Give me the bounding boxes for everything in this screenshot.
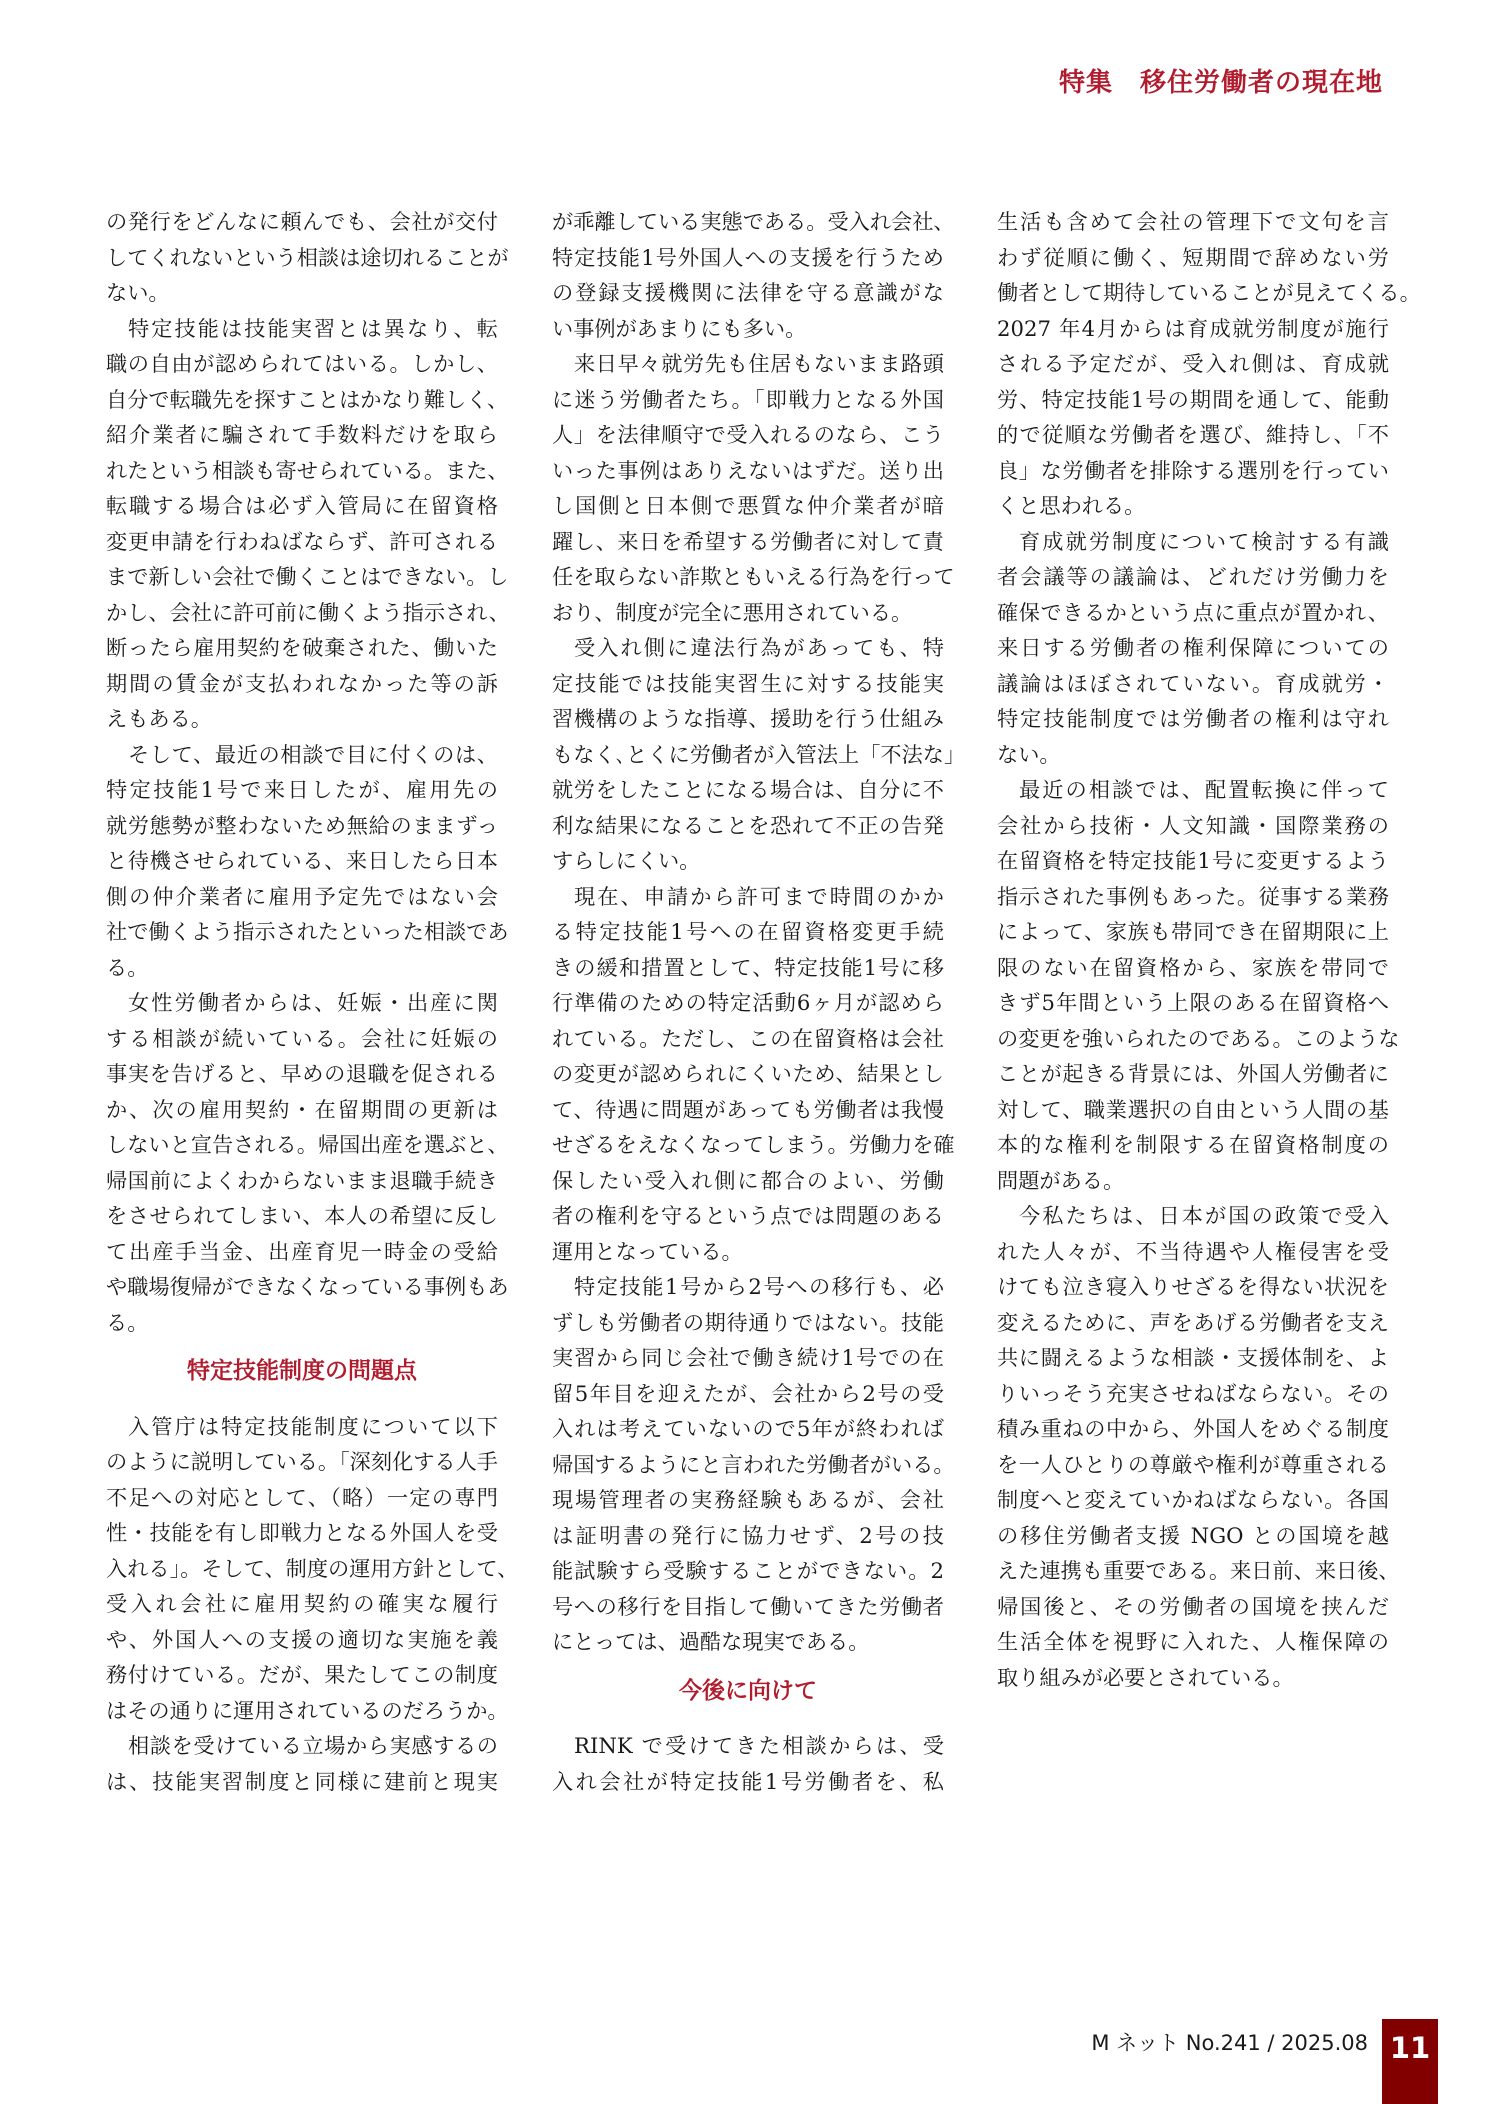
- text-line: をさせられてしまい、本人の希望に反し: [106, 1203, 498, 1228]
- text-line: ない。: [997, 741, 1061, 767]
- text-line: わず従順に働く、短期間で辞めない労: [997, 244, 1389, 270]
- text-line: 働者として期待していることが見えてくる。: [997, 280, 1421, 305]
- text-line: の変更を強いられたのである。このような: [997, 1025, 1400, 1051]
- text-line: 積み重ねの中から、外国人をめぐる制度: [997, 1416, 1389, 1441]
- text-line: 者の権利を守るという点では問題のある: [552, 1203, 944, 1228]
- text-line: 不足への対応として、（略）一定の専門: [106, 1484, 498, 1510]
- text-line: 社で働くよう指示されたといった相談であ: [106, 919, 509, 944]
- text-line: 人」を法律順守で受入れるのなら、こう: [552, 422, 944, 447]
- text-line: 側の仲介業者に雇用予定先ではない会: [106, 883, 498, 909]
- text-line: 自分で転職先を探すことはかなり難しく、: [106, 386, 509, 412]
- text-line: 2027 年4月からは育成就労制度が施行: [997, 315, 1389, 341]
- text-line: 運用となっている。: [552, 1238, 743, 1264]
- text-line: 入れは考えていないので5年が終われば: [552, 1416, 944, 1441]
- text-line: れた人々が、不当待遇や人権侵害を受: [997, 1238, 1389, 1264]
- text-line: 来日早々就労先も住居もないまま路頭: [574, 351, 944, 376]
- text-line: 習機構のような指導、援助を行う仕組み: [552, 706, 944, 731]
- text-line: 共に闘えるような相談・支援体制を、よ: [997, 1345, 1389, 1370]
- page-number: 11: [1382, 2019, 1438, 2104]
- text-line: 任を取らない詐欺ともいえる行為を行って: [552, 564, 955, 589]
- text-line: 就労をしたことになる場合は、自分に不: [552, 777, 944, 802]
- paragraph: [106, 1728, 498, 1799]
- text-line: 能試験すら受験することができない。2: [552, 1558, 944, 1583]
- text-line: れている。ただし、この在留資格は会社: [552, 1025, 944, 1051]
- text-line: ことが起きる背景には、外国人労働者に: [997, 1061, 1389, 1086]
- paragraph: [106, 311, 510, 737]
- text-line: 保したい受入れ側に都合のよい、労働: [552, 1167, 944, 1193]
- text-line: 特定技能1号外国人への支援を行うため: [552, 244, 944, 270]
- text-line: 最近の相談では、配置転換に伴って: [1019, 777, 1389, 802]
- text-line: 生活も含めて会社の管理下で文句を言: [997, 209, 1389, 234]
- text-line: しないと宣告される。帰国出産を選ぶと、: [106, 1132, 509, 1157]
- text-line: 来日する労働者の権利保障についての: [997, 635, 1389, 660]
- text-line: と待機させられている、来日したら日本: [106, 848, 498, 873]
- text-line: 定技能では技能実習生に対する技能実: [552, 670, 944, 696]
- paragraph: [552, 1269, 955, 1660]
- text-line: 制度へと変えていかねばならない。各国: [997, 1487, 1389, 1512]
- paragraph: [552, 1728, 944, 1799]
- text-line: 入れ会社が特定技能1号労働者を、私: [552, 1768, 944, 1794]
- text-line: 変えるために、声をあげる労働者を支え: [997, 1309, 1389, 1335]
- text-line: か、次の雇用契約・在留期間の更新は: [106, 1096, 498, 1122]
- section-heading: 今後に向けて: [679, 1677, 817, 1704]
- text-line: て出産手当金、出産育児一時金の受給: [106, 1238, 498, 1264]
- text-line: 限のない在留資格から、家族を帯同で: [997, 954, 1389, 980]
- text-line: はその通りに運用されているのだろうか。: [106, 1697, 509, 1723]
- paragraph: [997, 772, 1400, 1198]
- text-line: 行準備のための特定活動6ヶ月が認めら: [552, 990, 944, 1015]
- text-line: れたという相談も寄せられている。また、: [106, 457, 509, 483]
- text-line: される予定だが、受入れ側は、育成就: [997, 351, 1389, 376]
- text-line: 利な結果になることを恐れて不正の告発: [552, 812, 944, 838]
- text-line: 確保できるかという点に重点が置かれ、: [997, 599, 1389, 625]
- text-line: 帰国後と、その労働者の国境を挟んだ: [997, 1593, 1389, 1619]
- text-line: を一人ひとりの尊厳や権利が尊重される: [997, 1451, 1389, 1477]
- text-line: きの緩和措置として、特定技能1号に移: [552, 954, 944, 980]
- text-line: 性・技能を有し即戦力となる外国人を受: [106, 1520, 498, 1545]
- text-line: 議論はほぼされていない。育成就労・: [997, 670, 1389, 696]
- text-line: 帰国前によくわからないまま退職手続き: [106, 1167, 498, 1193]
- text-line: せざるをえなくなってしまう。労働力を確: [552, 1132, 955, 1157]
- text-line: 問題がある。: [997, 1167, 1125, 1193]
- text-line: してくれないという相談は途切れることが: [106, 244, 509, 270]
- text-line: 断ったら雇用契約を破棄された、働いた: [106, 635, 498, 660]
- text-line: 現在、申請から許可まで時間のかか: [574, 883, 944, 909]
- text-line: は、技能実習制度と同様に建前と現実: [106, 1768, 498, 1794]
- text-line: 生活全体を視野に入れた、人権保障の: [997, 1629, 1389, 1654]
- text-line: 特定技能は技能実習とは異なり、転: [128, 315, 498, 341]
- paragraph: [106, 985, 509, 1340]
- text-line: や職場復帰ができなくなっている事例もあ: [106, 1274, 509, 1299]
- text-line: 特定技能1号から2号への移行も、必: [574, 1274, 944, 1299]
- paragraph: [552, 630, 966, 879]
- section-heading: 特定技能制度の問題点: [187, 1358, 417, 1384]
- text-line: る特定技能1号への在留資格変更手続: [552, 919, 944, 944]
- text-line: 現場管理者の実務経験もあるが、会社: [552, 1487, 944, 1512]
- text-line: 務付けている。だが、果たしてこの制度: [106, 1662, 498, 1687]
- paragraph: [106, 1409, 519, 1729]
- text-line: RINK で受けてきた相談からは、受: [574, 1733, 944, 1758]
- text-line: 在留資格を特定技能1号に変更するよう: [997, 848, 1389, 873]
- text-line: 実習から同じ会社で働き続け1号での在: [552, 1345, 944, 1370]
- article-column-1: [106, 204, 519, 1799]
- article-column-2: [552, 204, 966, 1799]
- text-line: 留5年目を迎えたが、会社から2号の受: [552, 1380, 944, 1406]
- text-line: の発行をどんなに頼んでも、会社が交付: [106, 209, 498, 234]
- paragraph: [552, 204, 955, 346]
- text-line: そして、最近の相談で目に付くのは、: [128, 741, 498, 767]
- text-line: て、待遇に問題があっても労働者は我慢: [552, 1096, 944, 1122]
- text-line: 期間の賃金が支払われなかった等の訴: [106, 670, 498, 696]
- text-line: いった事例はありえないはずだ。送り出: [552, 457, 944, 483]
- text-line: する相談が続いている。会社に妊娠の: [106, 1025, 498, 1051]
- text-line: 今私たちは、日本が国の政策で受入: [1019, 1203, 1389, 1228]
- text-line: 者会議等の議論は、どれだけ労働力を: [997, 564, 1389, 589]
- text-line: きず5年間という上限のある在留資格へ: [997, 990, 1389, 1015]
- text-line: えもある。: [106, 706, 212, 731]
- text-line: 入れる」。そして、制度の運用方針として、: [106, 1555, 519, 1581]
- text-line: の移住労働者支援 NGO との国境を越: [997, 1522, 1389, 1548]
- text-line: 対して、職業選択の自由という人間の基: [997, 1096, 1389, 1122]
- text-line: ない。: [106, 280, 170, 305]
- paragraph: [997, 204, 1421, 524]
- text-line: 的で従順な労働者を選び、維持し、「不: [997, 422, 1389, 447]
- text-line: 職の自由が認められてはいる。しかし、: [106, 351, 498, 376]
- text-line: にとっては、過酷な現実である。: [552, 1629, 870, 1654]
- text-line: もなく､とくに労働者が入管法上「不法な」: [552, 741, 966, 767]
- text-line: 特定技能1号で来日したが、雇用先の: [106, 777, 498, 802]
- text-line: くと思われる。: [997, 493, 1146, 518]
- text-line: 取り組みが必要とされている。: [997, 1664, 1294, 1690]
- text-line: る。: [106, 954, 149, 980]
- text-line: けても泣き寝入りせざるを得ない状況を: [997, 1274, 1389, 1299]
- text-line: 本的な権利を制限する在留資格制度の: [997, 1132, 1389, 1157]
- text-line: が乖離している実態である。受入れ会社、: [552, 209, 955, 234]
- text-line: 転職する場合は必ず入管局に在留資格: [106, 493, 498, 518]
- text-line: の変更が認められにくいため、結果とし: [552, 1061, 944, 1086]
- text-line: 指示された事例もあった。従事する業務: [997, 883, 1389, 909]
- paragraph: [552, 346, 955, 630]
- text-line: 号への移行を目指して働いてきた労働者: [552, 1593, 944, 1619]
- text-line: りいっそう充実させねばならない。その: [997, 1380, 1389, 1406]
- paragraph: [997, 524, 1389, 773]
- text-line: まで新しい会社で働くことはできない。し: [106, 564, 509, 589]
- text-line: 受入れ側に違法行為があっても、特: [574, 635, 944, 660]
- text-line: し国側と日本側で悪質な仲介業者が暗: [552, 493, 944, 518]
- text-line: 躍し、来日を希望する労働者に対して責: [552, 528, 944, 554]
- text-line: に迷う労働者たち。「即戦力となる外国: [552, 386, 944, 412]
- publication-info: M ネット No.241 / 2025.08: [1091, 2031, 1368, 2055]
- text-line: 労、特定技能1号の期間を通して、能動: [997, 386, 1389, 412]
- text-line: のように説明している。「深刻化する人手: [106, 1449, 498, 1474]
- text-line: によって、家族も帯同でき在留期限に上: [997, 919, 1389, 944]
- text-line: ずしも労働者の期待通りではない。技能: [552, 1309, 944, 1335]
- text-line: すらしにくい。: [552, 848, 701, 873]
- text-line: 紹介業者に騙されて手数料だけを取ら: [106, 422, 498, 447]
- text-line: 受入れ会社に雇用契約の確実な履行: [106, 1591, 498, 1616]
- text-line: おり、制度が完全に悪用されている。: [552, 599, 913, 625]
- text-line: 特定技能制度では労働者の権利は守れ: [997, 706, 1389, 731]
- text-line: 良」な労働者を排除する選別を行ってい: [997, 457, 1389, 483]
- text-line: 会社から技術・人文知識・国際業務の: [997, 812, 1389, 838]
- text-line: 育成就労制度について検討する有識: [1019, 528, 1389, 554]
- text-line: かし、会社に許可前に働くよう指示され、: [106, 599, 510, 625]
- text-line: 入管庁は特定技能制度について以下: [128, 1413, 498, 1439]
- text-line: 女性労働者からは、妊娠・出産に関: [128, 990, 498, 1015]
- text-line: い事例があまりにも多い。: [552, 315, 807, 341]
- text-line: 事実を告げると、早めの退職を促される: [106, 1061, 498, 1086]
- paragraph: [106, 737, 509, 986]
- article-column-3: [997, 204, 1421, 1695]
- paragraph: [552, 879, 955, 1270]
- text-line: 就労態勢が整わないため無給のままずっ: [106, 812, 498, 838]
- text-line: 変更申請を行わねばならず、許可される: [106, 528, 498, 554]
- text-line: えた連携も重要である。来日前、来日後、: [997, 1558, 1400, 1583]
- text-line: 帰国するようにと言われた労働者がいる。: [552, 1451, 955, 1477]
- paragraph: [997, 1198, 1400, 1695]
- feature-title: 特集 移住労働者の現在地: [1058, 68, 1383, 98]
- text-line: る。: [106, 1309, 149, 1335]
- paragraph: [106, 204, 509, 311]
- text-line: の登録支援機関に法律を守る意識がな: [552, 280, 944, 305]
- text-line: は証明書の発行に協力せず、2号の技: [552, 1522, 944, 1548]
- text-line: や、外国人への支援の適切な実施を義: [106, 1626, 498, 1652]
- text-line: 相談を受けている立場から実感するの: [128, 1733, 498, 1758]
